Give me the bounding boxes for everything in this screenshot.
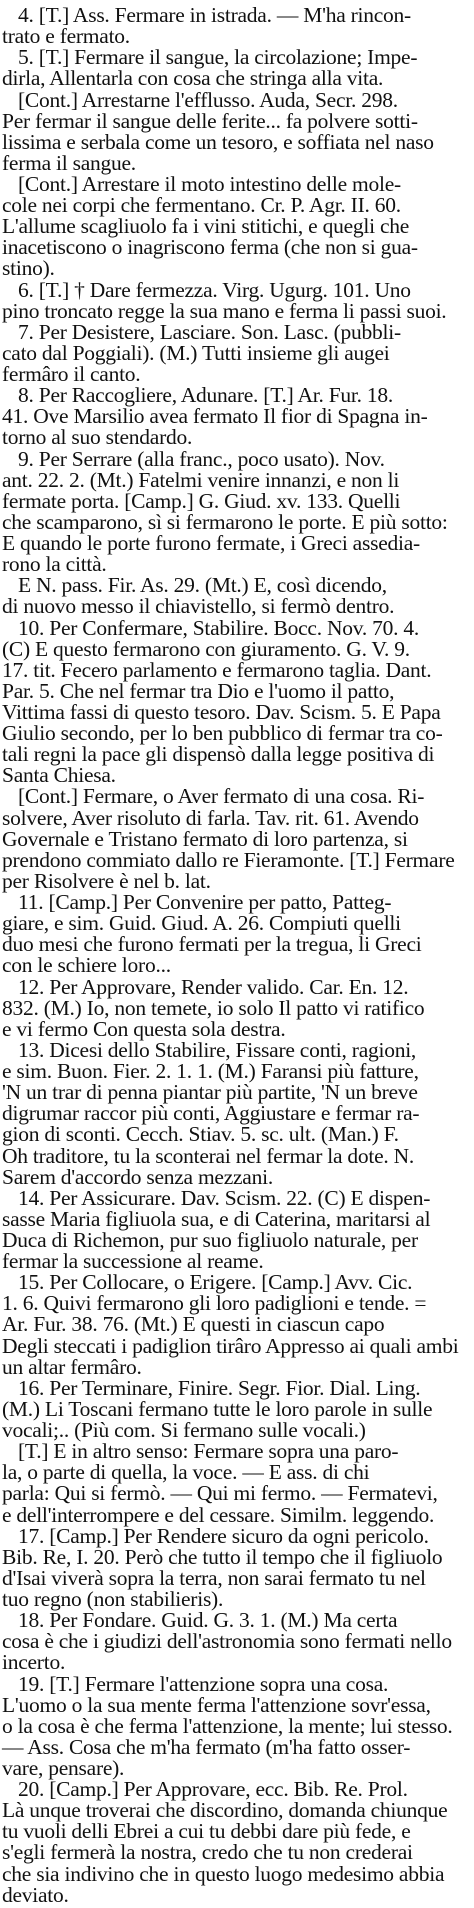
text-line: sasse Maria figliuola sua, e di Caterina, maritarsi al xyxy=(2,1206,431,1231)
text-line: s'egli fermerà la nostra, credo che tu non crederai xyxy=(2,1840,413,1865)
text-line: Santa Chiesa. xyxy=(2,763,116,788)
text-line: Per fermar il sangue delle ferite... fa polvere sotti- xyxy=(2,108,418,133)
text-line: d'Isai viverà sopra la terra, non sarai fermato tu nel xyxy=(2,1565,426,1590)
text-line: tuo regno (non stabilieris). xyxy=(2,1587,224,1611)
text-line: 4. [T.] Ass. Fermare in istrada. — M'ha rincon- xyxy=(18,3,411,27)
text-line: cosa è che i giudizi dell'astronomia sono fermati nello xyxy=(2,1629,452,1654)
text-line: 17. [Camp.] Per Rendere sicuro da ogni pericolo. xyxy=(18,1523,429,1548)
text-line: dirla, Allentarla con cosa che stringa alla vita. xyxy=(2,66,384,91)
text-line: fermar la successione al reame. xyxy=(2,1249,264,1274)
text-line: la, o parte di quella, la voce. — E ass. di chi xyxy=(2,1460,370,1485)
text-line: giare, e sim. Guid. Giud. A. 26. Compiuti quelli xyxy=(2,911,401,936)
text-line: 9. Per Serrare (alla franc., poco usato). Nov. xyxy=(18,446,385,471)
text-line: [Cont.] Arrestarne l'efflusso. Auda, Secr. 298. xyxy=(18,87,398,112)
text-line: torno al suo stendardo. xyxy=(2,425,193,450)
text-line: solvere, Aver risoluto di farla. Tav. rit. 61. Avendo xyxy=(2,805,419,830)
text-line: duo mesi che furono fermati per la tregua, li Greci xyxy=(2,932,422,957)
text-line: [Cont.] Fermare, o Aver fermato di una cosa. Ri- xyxy=(18,784,425,809)
text-line: 5. [T.] Fermare il sangue, la circolazione; Impe- xyxy=(18,45,418,70)
text-line: Governale e Tristano fermato di loro partenza, si xyxy=(2,826,408,851)
text-line: L'uomo o la sua mente ferma l'attenzione sovr'essa, xyxy=(2,1692,431,1717)
text-line: tali regni la pace gli dispensò dalla legge positiva di xyxy=(2,742,435,767)
text-line: lissima e serbala come un tesoro, e soffiata nel naso xyxy=(2,129,434,154)
text-line: 16. Per Terminare, Finire. Segr. Fior. Dial. Ling. xyxy=(18,1375,421,1400)
text-line: 'N un trar di penna piantar più partite, 'N un breve xyxy=(2,1080,418,1105)
text-line: Vittima fassi di questo tesoro. Dav. Scism. 5. E Papa xyxy=(2,700,441,724)
text-line: rono la città. xyxy=(2,552,107,577)
text-line: 15. Per Collocare, o Erigere. [Camp.] Avv. Cic. xyxy=(18,1270,413,1295)
text-line: fermâro il canto. xyxy=(2,362,141,386)
text-line: Ar. Fur. 38. 76. (Mt.) E questi in ciascun capo xyxy=(2,1312,385,1337)
text-line: [Cont.] Arrestare il moto intestino delle mole- xyxy=(18,172,401,196)
text-line: (M.) Li Toscani fermano tutte le loro parole in sulle xyxy=(2,1396,433,1421)
text-line: prendono commiato dallo re Fieramonte. [T.] Fermare xyxy=(2,847,455,872)
text-line: 20. [Camp.] Per Approvare, ecc. Bib. Re. Prol. xyxy=(18,1777,408,1802)
text-line: o la cosa è che ferma l'attenzione, la mente; lui stesso. xyxy=(2,1713,453,1738)
text-line: inacetiscono o inagriscono ferma (che non si gua- xyxy=(2,235,418,260)
text-line: Duca di Richemon, pur suo figliuolo naturale, per xyxy=(2,1228,418,1252)
text-line: 832. (M.) Io, non temete, io solo Il patto vi ratifico xyxy=(2,995,425,1020)
text-line: Là unque troverai che discordino, domanda chiunque xyxy=(2,1798,448,1823)
text-line: 1. 6. Quivi fermarono gli loro padiglioni e tende. = xyxy=(2,1291,427,1316)
text-line: fermate porta. [Camp.] G. Giud. xv. 133. Quelli xyxy=(2,488,401,513)
text-line: 18. Per Fondare. Guid. G. 3. 1. (M.) Ma certa xyxy=(18,1608,398,1633)
text-line: Bib. Re, I. 20. Però che tutto il tempo che il figliuolo xyxy=(2,1544,443,1569)
text-line: digrumar raccor più conti, Aggiustare e fermar ra- xyxy=(2,1101,420,1126)
text-line: Giulio secondo, per lo ben pubblico di fermar tra co- xyxy=(2,721,443,746)
text-line: 14. Per Assicurare. Dav. Scism. 22. (C) E dispen- xyxy=(18,1185,431,1210)
text-line: che sia indivino che in questo luogo medesimo abbia xyxy=(2,1861,445,1886)
text-line: ferma il sangue. xyxy=(2,150,136,175)
text-line: tu vuoli delli Ebrei a cui tu debbi dare più fede, e xyxy=(2,1819,411,1844)
text-line: e sim. Buon. Fier. 2. 1. 1. (M.) Faransi più fatture, xyxy=(2,1059,419,1083)
text-line: parla: Qui si fermò. — Qui mi fermo. — Fermatevi, xyxy=(2,1481,438,1506)
text-line: 13. Dicesi dello Stabilire, Fissare conti, ragioni, xyxy=(18,1037,417,1062)
text-line: E N. pass. Fir. As. 29. (Mt.) E, così dicendo, xyxy=(18,573,387,598)
text-line: ant. 22. 2. (Mt.) Fatelmi venire innanzi, e non li xyxy=(2,467,400,492)
text-line: stino). xyxy=(2,256,55,281)
text-line: vocali;.. (Più com. Si fermano sulle vocali.) xyxy=(2,1418,366,1442)
text-line: E quando le porte furono fermate, i Greci assedia- xyxy=(2,531,420,555)
text-line: che scamparono, sì si fermarono le porte. E più sotto: xyxy=(2,509,448,534)
text-line: 6. [T.] † Dare fermezza. Virg. Ugurg. 101. Uno xyxy=(18,277,411,302)
text-line: [T.] E in altro senso: Fermare sopra una paro- xyxy=(18,1439,399,1464)
text-line: 10. Per Confermare, Stabilire. Bocc. Nov. 70. 4. xyxy=(18,615,419,640)
text-line: e dell'interrompere e del cessare. Similm. leggendo. xyxy=(2,1502,435,1527)
text-line: e vi fermo Con questa sola destra. xyxy=(2,1016,286,1041)
text-line: 17. tit. Fecero parlamento e fermarono taglia. Dant. xyxy=(2,657,432,682)
text-line: 19. [T.] Fermare l'attenzione sopra una cosa. xyxy=(18,1671,389,1696)
text-line: cole nei corpi che fermentano. Cr. P. Agr. II. 60. xyxy=(2,193,401,218)
text-line: Par. 5. Che nel fermar tra Dio e l'uomo il patto, xyxy=(2,678,395,703)
text-line: gion di sconti. Cecch. Stiav. 5. sc. ult. (Man.) F. xyxy=(2,1122,399,1147)
text-line: Oh traditore, tu la sconterai nel fermar la dote. N. xyxy=(2,1143,415,1168)
text-line: incerto. xyxy=(2,1650,66,1675)
text-line: 7. Per Desistere, Lasciare. Son. Lasc. (pubbli- xyxy=(18,319,401,344)
text-line: pino troncato regge la sua mano e ferma li passi suoi. xyxy=(2,298,447,323)
text-line: Sarem d'accordo senza mezzani. xyxy=(2,1164,273,1189)
text-line: trato e fermato. xyxy=(2,24,130,49)
text-line: vare, pensare). xyxy=(2,1756,125,1780)
text-line: di nuovo messo il chiavistello, si fermò dentro. xyxy=(2,594,395,619)
text-line: Degli steccati i padiglion tirâro Appresso ai quali ambi xyxy=(2,1333,459,1358)
text-line: 11. [Camp.] Per Convenire per patto, Patteg- xyxy=(18,890,392,914)
text-line: 41. Ove Marsilio avea fermato Il fior di Spagna in- xyxy=(2,404,428,429)
text-line: cato dal Poggiali). (M.) Tutti insieme gli augei xyxy=(2,340,390,365)
text-line: 8. Per Raccogliere, Adunare. [T.] Ar. Fur. 18. xyxy=(18,383,394,408)
text-line: L'allume scagliuolo fa i vini stitichi, e quegli che xyxy=(2,214,410,239)
text-line: — Ass. Cosa che m'ha fermato (m'ha fatto osser- xyxy=(2,1734,411,1759)
text-line: con le schiere loro... xyxy=(2,953,171,978)
text-line: deviato. xyxy=(2,1882,69,1907)
text-line: un altar fermâro. xyxy=(2,1354,142,1379)
text-line: 12. Per Approvare, Render valido. Car. En. 12. xyxy=(18,974,409,999)
text-line: per Risolvere è nel b. lat. xyxy=(2,868,211,893)
text-line: (C) E questo fermarono con giuramento. G. V. 9. xyxy=(2,636,410,661)
